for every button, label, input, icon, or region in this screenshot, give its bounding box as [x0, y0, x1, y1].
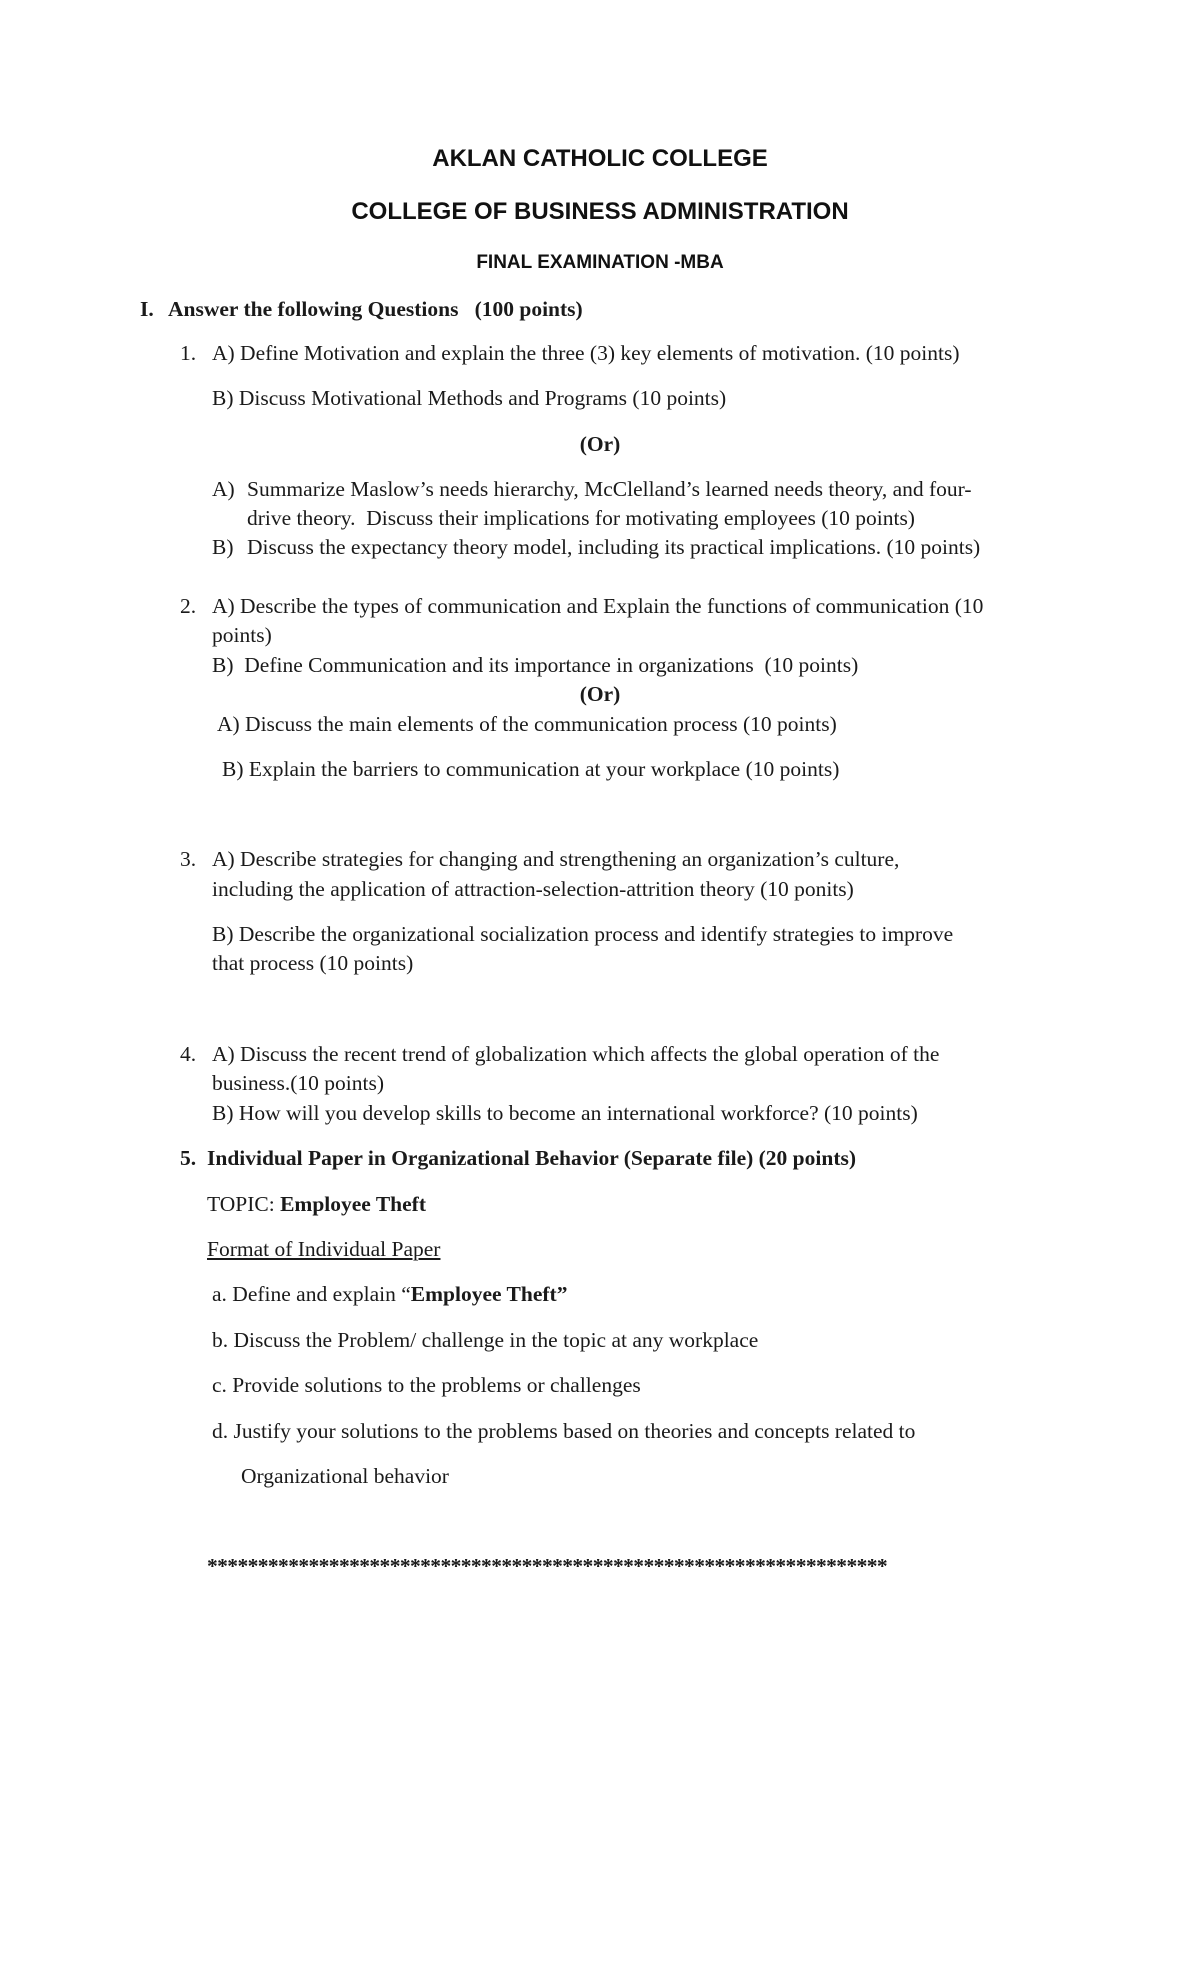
q5-item-a-prefix: a. Define and explain “ — [212, 1282, 411, 1306]
footer-separator: ******************************************************************* — [207, 1554, 888, 1578]
q3-part-a-line2: including the application of attraction-selection-attrition theory (10 ponits) — [212, 877, 854, 901]
q5-format-heading: Format of Individual Paper — [207, 1237, 441, 1261]
q1-alt-b: Discuss the expectancy theory model, including its practical implications. (10 points) — [247, 535, 981, 559]
section-numeral: I. — [140, 297, 154, 321]
q5-item-d-line2: Organizational behavior — [241, 1464, 449, 1488]
q1-alt-b-label: B) — [212, 535, 234, 559]
q5-topic-value: Employee Theft — [280, 1192, 426, 1216]
q2-part-a-line2: points) — [212, 623, 272, 647]
q1-alt-a-label: A) — [212, 477, 235, 501]
q5-item-d-line1: d. Justify your solutions to the problems based on theories and concepts related to — [212, 1419, 916, 1443]
q5-item-b: b. Discuss the Problem/ challenge in the topic at any workplace — [212, 1328, 759, 1352]
q4-number: 4. — [180, 1042, 197, 1066]
q4-part-b: B) How will you develop skills to become an international workforce? (10 points) — [212, 1101, 918, 1125]
q1-part-a: A) Define Motivation and explain the three (3) key elements of motivation. (10 points) — [212, 341, 960, 365]
exam-title: FINAL EXAMINATION -MBA — [476, 252, 724, 273]
q1-part-b: B) Discuss Motivational Methods and Programs (10 points) — [212, 386, 727, 410]
q1-alt-a-line2: drive theory. Discuss their implications for motivating employees (10 points) — [247, 506, 915, 530]
q2-number: 2. — [180, 594, 197, 618]
q3-part-b-line2: that process (10 points) — [212, 951, 414, 975]
q4-part-a-line1: A) Discuss the recent trend of globalization which affects the global operation of the — [212, 1042, 940, 1066]
q1-alt-a-line1: Summarize Maslow’s needs hierarchy, McClelland’s learned needs theory, and four- — [247, 477, 972, 501]
q3-number: 3. — [180, 847, 197, 871]
q2-part-b: B) Define Communication and its importance in organizations (10 points) — [212, 653, 859, 677]
q1-or: (Or) — [579, 432, 621, 456]
q5-title: Individual Paper in Organizational Behavior (Separate file) (20 points) — [207, 1146, 857, 1170]
q5-item-a-bold: Employee Theft” — [410, 1282, 568, 1306]
q5-number: 5. — [180, 1146, 197, 1170]
q5-item-c: c. Provide solutions to the problems or challenges — [212, 1373, 641, 1397]
q5-topic-label: TOPIC: — [207, 1192, 281, 1216]
q2-alt-a: A) Discuss the main elements of the communication process (10 points) — [217, 712, 837, 736]
q2-or: (Or) — [579, 682, 621, 706]
q5-topic — [207, 1190, 426, 1218]
q3-part-b-line1: B) Describe the organizational socialization process and identify strategies to improve — [212, 922, 954, 946]
q4-part-a-line2: business.(10 points) — [212, 1071, 384, 1095]
q1-number: 1. — [180, 341, 197, 365]
school-name: AKLAN CATHOLIC COLLEGE — [432, 145, 768, 172]
q2-part-a-line1: A) Describe the types of communication and Explain the functions of communication (10 — [212, 594, 984, 618]
q5-item-a — [212, 1280, 567, 1308]
department-name: COLLEGE OF BUSINESS ADMINISTRATION — [351, 198, 849, 225]
q3-part-a-line1: A) Describe strategies for changing and strengthening an organization’s culture, — [212, 847, 900, 871]
section-title: Answer the following Questions (100 points) — [168, 297, 583, 321]
q2-alt-b: B) Explain the barriers to communication at your workplace (10 points) — [222, 757, 840, 781]
